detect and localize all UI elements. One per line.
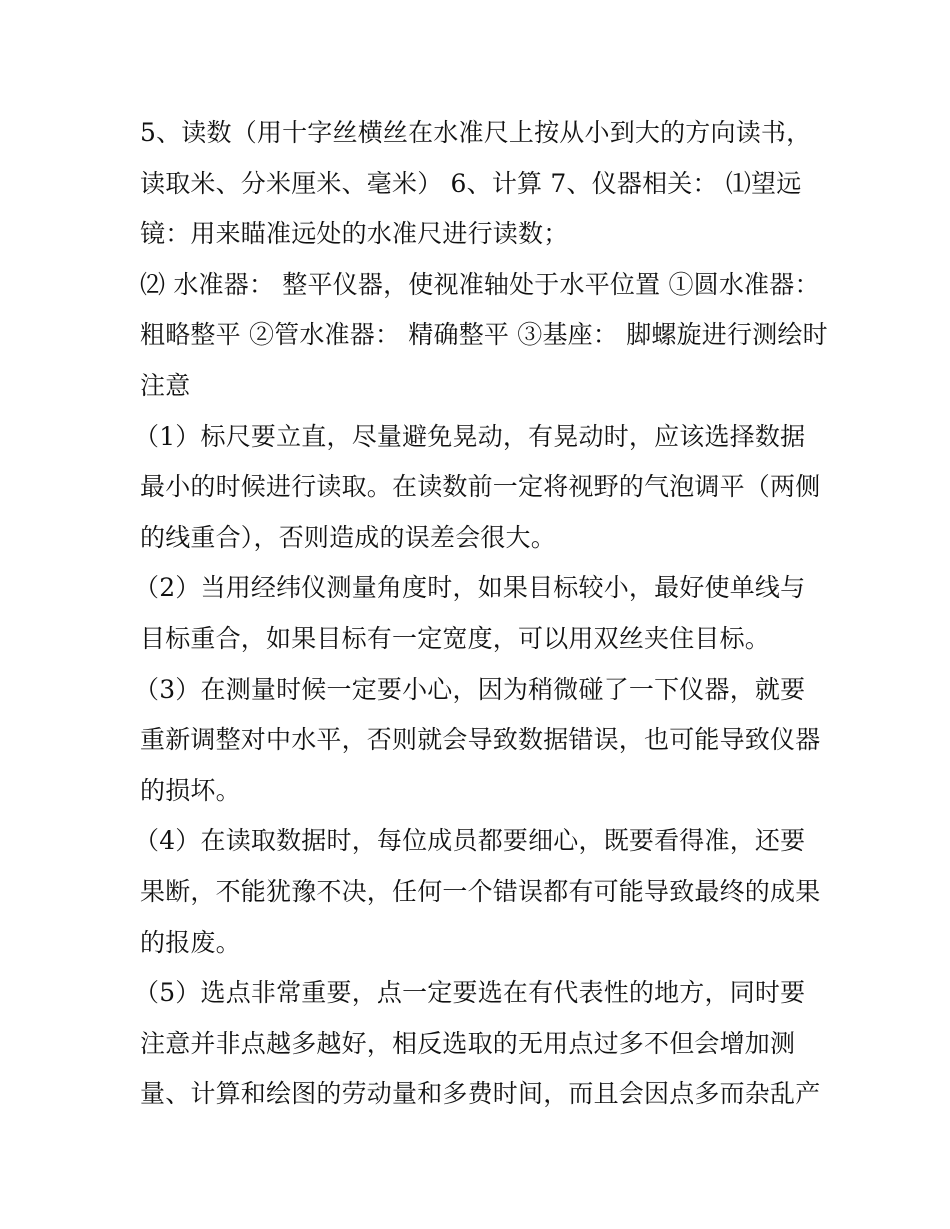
text-line: 粗略整平 ②管水准器： 精确整平 ③基座： 脚螺旋进行测绘时 — [140, 320, 828, 350]
text-line: 镜：用来瞄准远处的水准尺进行读数； — [140, 219, 569, 249]
text-line: 最小的时候进行读取。在读数前一定将视野的气泡调平（两侧 — [140, 472, 821, 502]
paragraph-note-4 — [134, 816, 821, 968]
text-line: （5）选点非常重要，点一定要选在有代表性的地方，同时要 — [134, 978, 806, 1008]
paragraph-note-3 — [134, 665, 821, 817]
text-line: ⑵ 水准器： 整平仪器，使视准轴处于水平位置 ①圆水准器： — [140, 269, 820, 299]
text-line: 读取米、分米厘米、毫米） 6、计算 7、仪器相关： ⑴望远 — [140, 168, 802, 198]
text-line: 量、计算和绘图的劳动量和多费时间，而且会因点多而杂乱产 — [140, 1079, 821, 1109]
paragraph-note-2 — [134, 563, 820, 664]
text-line: （1）标尺要立直，尽量避免晃动，有晃动时，应该选择数据 — [134, 421, 806, 451]
text-line: 注意 — [140, 370, 191, 400]
text-line: 注意并非点越多越好，相反选取的无用点过多不但会增加测 — [140, 1028, 796, 1058]
text-line: 5、读数（用十字丝横丝在水准尺上按从小到大的方向读书， — [140, 118, 812, 147]
text-line: 的报废。 — [140, 927, 241, 957]
paragraph-level-instrument — [140, 260, 828, 412]
paragraph-note-1 — [134, 412, 821, 564]
text-line: （2）当用经纬仪测量角度时，如果目标较小，最好使单线与 — [134, 573, 806, 603]
document-body — [134, 108, 828, 1120]
text-line: 重新调整对中水平，否则就会导致数据错误，也可能导致仪器 — [140, 725, 821, 755]
text-line: 的线重合），否则造成的误差会很大。 — [140, 522, 556, 552]
text-line: 的损坏。 — [140, 775, 241, 805]
text-line: 目标重合，如果目标有一定宽度，可以用双丝夹住目标。 — [140, 623, 771, 653]
text-line: 果断，不能犹豫不决，任何一个错误都有可能导致最终的成果 — [140, 876, 821, 906]
text-line: （4）在读取数据时，每位成员都要细心，既要看得准，还要 — [134, 826, 806, 856]
paragraph-note-5 — [134, 968, 821, 1120]
text-line: （3）在测量时候一定要小心，因为稍微碰了一下仪器，就要 — [134, 674, 806, 704]
paragraph-reading-steps — [140, 108, 820, 260]
